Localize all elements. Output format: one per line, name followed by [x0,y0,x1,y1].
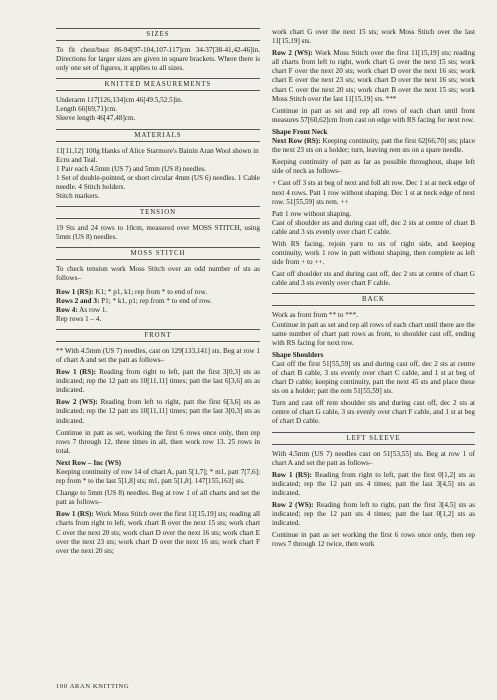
tension-heading: TENSION [56,206,260,219]
front-neck-next-row: Next Row (RS): Keeping continuity, patt the first 62[66,70] sts; place the next 23 sts on a holder; turn, leaving rem sts on a spare needle. [272,137,476,155]
front-right-side: With RS facing, rejoin yarn to sts of right side, and keeping continuity, work 1 row in patt without shaping, then complete as left side from + to ++. [272,239,475,267]
front-heading: FRONT [56,329,260,342]
materials-needles: 1 Pair each 4.5mm (US 7) and 5mm (US 8) needles. [56,164,207,173]
page-footer: 100 ARAN KNITTING [56,683,130,690]
tension-text: 19 Sts and 24 rows to 10cm, measured over MOSS STITCH, using 5mm (US 8) needles. [56,224,260,242]
sleeve-row-2: Row 2 (WS): Reading from left to right, patt the first 3[4,5] sts as indicated; rep the 12 patt sts 4 times; patt the last 0[1,2] sts as indicated. [272,501,476,528]
sleeve-continue: Continue in patt as set working the first 6 rows once only, then rep rows 7 through 12 twice, then work [272,531,475,549]
front-neck-heading: Shape Front Neck [272,127,328,136]
back-shoulder-cast-off: Cast off the first 51[55,59] sts and during cast off, dec 2 sts at centre of chart B cable, 3 sts evenly over chart C cable, and 1 st at beg of chart D cable; keeping continuity, patt the next 45 sts and place these sts on a holder; patt the rem 51[55,59] sts. [272,359,475,396]
front-next-row-label: Next Row – Inc (WS) [56,458,122,467]
sleeve-cast-on: With 4.5mm (US 7) needles cast on 51[53,55] sts. Beg at row 1 of chart A and set the patt as follows– [272,449,475,467]
left-column [56,28,260,559]
back-heading: BACK [272,293,475,306]
front-row-2-ws: Row 2 (WS): Work Moss Stitch over the first 11[15,19] sts; reading all charts from left to right, work chart G over the next 15 sts; work chart F over the next 20 sts; work chart D over the next 16 sts; work chart E over the next 23 sts; work chart D over the next 16 sts; work chart C over the next 20 sts; work chart B over the next 15 sts; work Moss Stitch over the last 11[15,19] sts. *** [272,49,475,103]
moss-stitch-heading: MOSS STITCH [56,247,260,260]
measurement-length: Length 66[69,71]cm. [56,105,117,114]
back-work-as-front: Work as front from ** to ***. [272,311,358,320]
front-continue-measure: Continue in patt as set and rep all rows of each chart until front measures 57[60,62]cm from cast on edge with RS facing for next row. [272,106,475,124]
front-neck-cast-off: + Cast off 3 sts at beg of next and foll alt row. Dec 1 st at neck edge of next 4 rows. Patt 1 row without shaping. Dec 1 st at neck edge of next row. 51[55,59] sts rem. ++ [272,179,475,206]
front-right-shoulder: Cast off shoulder sts and during cast off, dec 2 sts at centre of chart G cable and 3 sts evenly over chart F cable. [272,270,475,288]
measurements-heading: KNITTED MEASUREMENTS [56,78,260,91]
back-shoulder-rem: Turn and cast off rem shoulder sts and during cast off, dec 2 sts at centre of chart G cable, 3 sts evenly over chart F cable, and 1 st at beg of chart D cable. [272,399,475,426]
left-sleeve-heading: LEFT SLEEVE [272,432,475,445]
sizes-text: To fit chest/bust 86-94[97-104,107-117]cm 34-37[38-41,42-46]in. Directions for larger sizes are given in square brackets. Where there is only one set of figures, it applies to all sizes. [56,46,260,73]
materials-yarn: 11[11,12] 100g Hanks of Alice Starmore's Bainin Aran Wool shown in Ecru and Teal. [56,146,259,164]
front-continue: Continue in patt as set, working the first 6 rows once only, then rep rows 7 through 12, three times in all, then work row 13. 25 rows in total. [56,428,260,455]
sleeve-row-1: Row 1 (RS): Reading from right to left, patt the first 0[1,2] sts as indicated; rep the 12 patt sts 4 times; patt the last 3[4,5] sts as indicated. [272,470,476,497]
front-cast-on: ** With 4.5mm (US 7) needles, cast on 129[133,141] sts. Beg at row 1 of chart A and set the patt as follows– [56,346,260,364]
front-cont-text: work chart G over the next 15 sts; work Moss Stitch over the last 11[15,19] sts. [272,28,475,46]
measurement-sleeve: Sleeve length 46[47,48]cm. [56,114,136,123]
front-row-1: Row 1 (RS): Reading from right to left, patt the first 3[0,3] sts as indicated; rep the 12 patt sts 10[11,11] times; patt the last 6[3,6] sts as indicated. [56,368,261,395]
materials-markers: Stitch markers. [56,192,100,201]
measurement-underarm: Underarm 117[126,134]cm 46[49.5,52.5]in. [56,96,183,105]
back-shoulders-heading: Shape Shoulders [272,350,324,359]
moss-intro: To check tension work Moss Stitch over an odd number of sts as follows– [56,265,260,283]
right-column [272,28,475,553]
front-change-needles: Change to 5mm (US 8) needles. Beg at row 1 of all charts and set the patt as follows– [56,489,260,507]
front-neck-patt-row: Patt 1 row without shaping. [272,209,352,218]
moss-rows-2-3: Rows 2 and 3: P1; * k1, p1; rep from * to end of row. [56,296,212,305]
front-row-2: Row 2 (WS): Reading from left to right, patt the first 6[3,6] sts as indicated; rep the 12 patt sts 10[11,11] times; patt the last 3[0,3] sts as indicated. [56,398,261,425]
materials-heading: MATERIALS [56,129,260,142]
front-neck-shaping: Keeping continuity of patt as far as possible throughout, shape left side of neck as follows– [272,158,475,176]
moss-row-4: Row 4: As row 1. [56,305,108,314]
front-left-shoulder: Cast of shoulder sts and during cast off, dec 2 sts at centre of chart B cable and 3 sts evenly over chart C cable. [272,218,475,236]
moss-repeat: Rep rows 1 – 4. [56,314,102,323]
back-continue: Continue in patt as set and rep all rows of each chart until there are the same number of chart patt rows as front, to shoulder cast off, ending with RS facing for next row. [272,320,475,347]
materials-block [56,147,260,202]
materials-notions: 1 Set of double-pointed, or short circular 4mm (US 6) needles. 1 Cable needle. 4 Stitch holders. [56,173,260,191]
measurements-block [56,96,260,123]
moss-row-1: Row 1 (RS): K1; * p1, k1; rep from * to end of row. [56,287,208,296]
sizes-heading: SIZES [56,28,260,41]
front-chart-row-1: Row 1 (RS): Work Moss Stitch over the first 11[15,19] sts; reading all charts from right to left, work chart B over the next 15 sts; work chart C over the next 20 sts; work chart D over the next 16 sts; work chart E over the next 23 sts; work chart D over the next 16 sts; work chart F over the next 20 sts; [56,510,261,555]
front-increase: Keeping continuity of row 14 of chart A, patt 5[1,7]; * m1, patt 7[7,6]; rep from * to the last 5[1,8] sts; m1, patt 5[1,8]. 147[155,163] sts. [56,468,260,486]
